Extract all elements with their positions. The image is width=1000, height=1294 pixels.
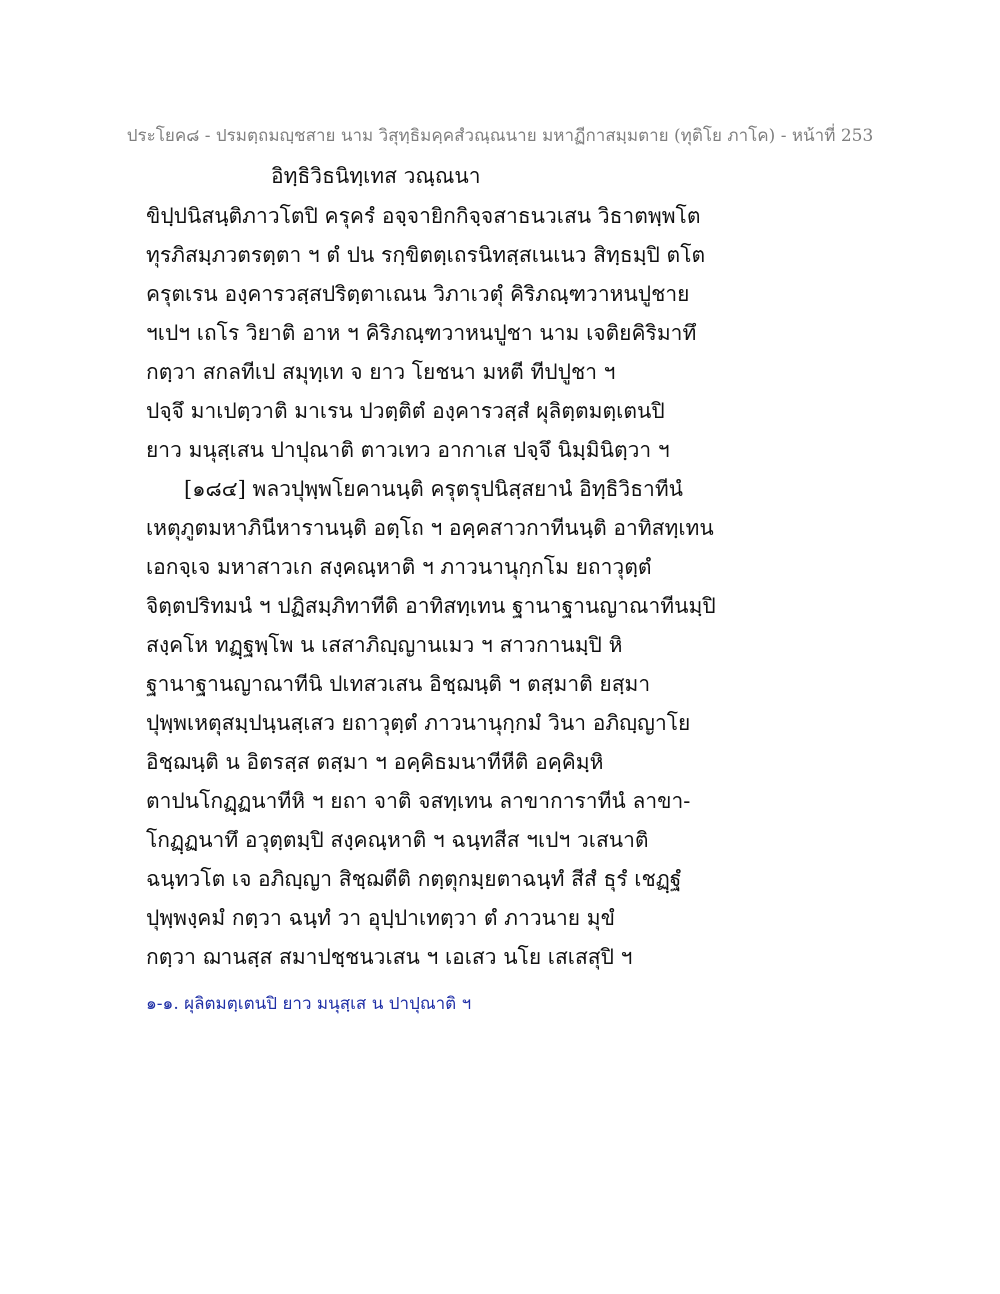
footnote: ๑-๑. ผุลิตมตฺเตนปิ ยาว มนุสฺเส น ปาปุณาติ ฯ bbox=[146, 994, 472, 1014]
text-line: ตาปนโกฏฺฏนาทีหิ ฯ ยถา จาติ จสทฺเทน ลาขาการาทีนํ ลาขา- bbox=[146, 789, 691, 813]
text-line: ปุพฺพเหตุสมฺปนฺนสฺเสว ยถาวุตฺตํ ภาวนานุกฺกมํ วินา อภิญฺญาโย bbox=[146, 711, 691, 735]
section-heading: อิทฺธิวิธนิทฺเทส วณฺณนา bbox=[271, 164, 481, 188]
text-line: เอกจฺเจ มหาสาวเก สงฺคณฺหาติ ฯ ภาวนานุกฺกโม ยถาวุตฺตํ bbox=[146, 555, 652, 579]
text-line: กตฺวา สกลทีเป สมุทฺเท จ ยาว โยชนา มหตี ทีปปูชา ฯ bbox=[146, 360, 616, 384]
text-line: ฯเปฯ เถโร วิยาติ อาห ฯ คิริภณฺฑวาหนปูชา นาม เจติยคิริมาทึ bbox=[146, 321, 697, 345]
text-line: ฉนฺทวโต เจ อภิญฺญา สิชฺฌตีติ กตฺตุกมฺยตาฉนฺทํ สีสํ ธุรํ เชฏฺฐํ bbox=[146, 867, 682, 891]
text-line: ครุตเรน องฺคารวสฺสปริตฺตาเณน วิภาเวตุํ คิริภณฺฑวาหนปูชาย bbox=[146, 282, 690, 306]
text-line: จิตฺตปริทมนํ ฯ ปฏิสมฺภิทาทีติ อาทิสทฺเทน ฐานาฐานญาณาทีนมฺปิ bbox=[146, 594, 716, 618]
text-line: ยาว มนุสฺเสน ปาปุณาติ ตาวเทว อากาเส ปจฺจึ นิมฺมินิตฺวา ฯ bbox=[146, 438, 670, 462]
page-header: ประโยค๘ - ปรมตฺถมญฺชสาย นาม วิสุทฺธิมคฺคสํวณฺณนาย มหาฏีกาสมฺมตาย (ทุติโย ภาโค) - หน้าที่ 253 bbox=[126, 126, 874, 146]
text-line: ปจฺจึ มาเปตฺวาติ มาเรน ปวตฺติตํ องฺคารวสฺสํ ผุลิตฺตมตฺเตนปิ bbox=[146, 399, 665, 423]
text-line: กตฺวา ฌานสฺส สมาปชฺชนวเสน ฯ เอเสว นโย เสเสสุปิ ฯ bbox=[146, 945, 633, 969]
paragraph-start-line: [๑๘๔] พลวปุพฺพโยคานนฺติ ครุตรุปนิสฺสยานํ อิทฺธิวิธาทีนํ bbox=[184, 477, 684, 501]
text-line: ทุรภิสมฺภวตรตฺตา ฯ ตํ ปน รกฺขิตตฺเถรนิทสฺสเนเนว สิทฺธมฺปิ ตโต bbox=[146, 243, 706, 267]
text-line: สงฺคโห ทฏฺฐพฺโพ น เสสาภิญฺญานเมว ฯ สาวกานมฺปิ หิ bbox=[146, 633, 623, 657]
text-line: ขิปฺปนิสนฺติภาวโตปิ ครุครํ อจฺจายิกกิจฺจสาธนวเสน วิธาตพฺพโต bbox=[146, 204, 701, 228]
text-line: ปุพฺพงฺคมํ กตฺวา ฉนฺทํ วา อุปฺปาเทตฺวา ตํ ภาวนาย มุขํ bbox=[146, 906, 615, 930]
text-line: อิชฺฌนฺติ น อิตรสฺส ตสฺมา ฯ อคฺคิธมนาทีหีติ อคฺคิมฺหิ bbox=[146, 750, 604, 774]
text-line: โกฏฺฏนาทึ อวุตฺตมฺปิ สงฺคณฺหาติ ฯ ฉนฺทสีส ฯเปฯ วเสนาติ bbox=[146, 828, 649, 852]
body-text bbox=[146, 197, 716, 977]
text-line: ฐานาฐานญาณาทีนิ ปเทสวเสน อิชฺฌนฺติ ฯ ตสฺมาติ ยสฺมา bbox=[146, 672, 651, 696]
text-line: เหตุภูตมหาภินีหารานนฺติ อตฺโถ ฯ อคฺคสาวกาทีนนฺติ อาทิสทฺเทน bbox=[146, 516, 714, 540]
